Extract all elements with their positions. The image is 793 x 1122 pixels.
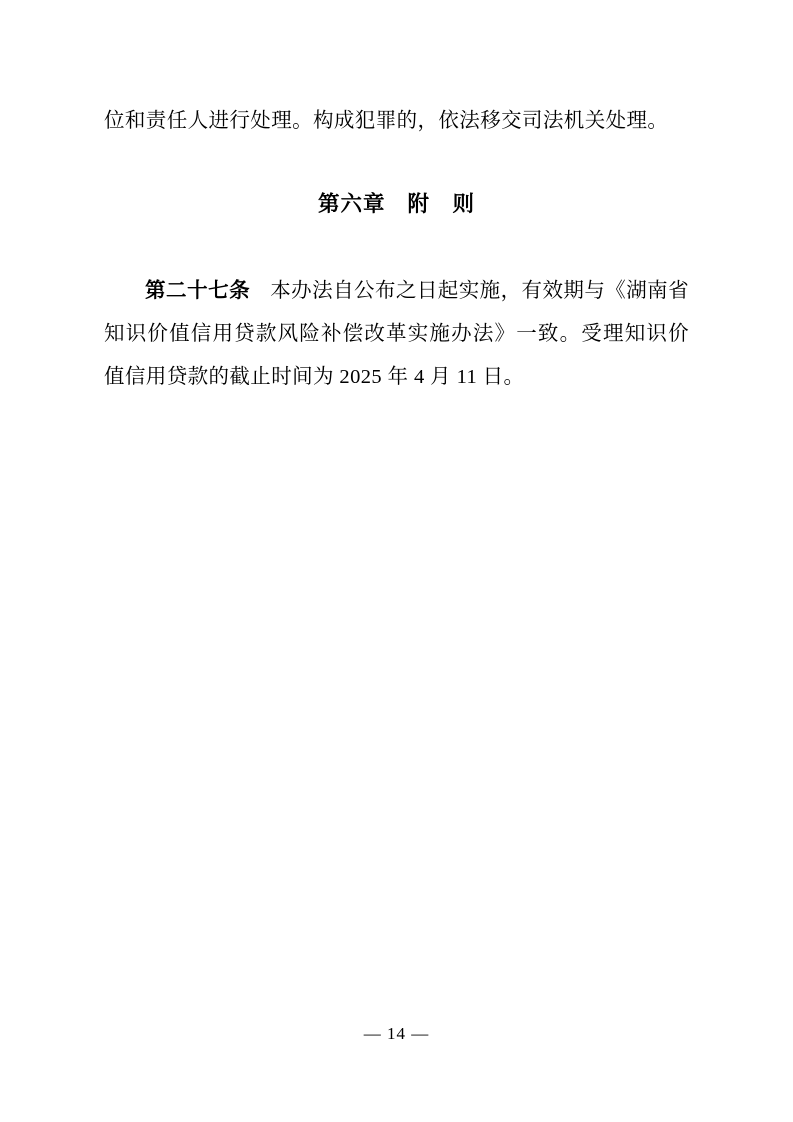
article-label: 第二十七条 <box>145 280 251 302</box>
article-paragraph <box>104 270 689 399</box>
page-footer <box>0 1024 793 1044</box>
chapter-number: 第六章 <box>317 192 386 216</box>
chapter-heading <box>104 183 689 226</box>
chapter-title-text: 附 则 <box>407 192 476 216</box>
article-text: 本办法自公布之日起实施，有效期与《湖南省知识价值信用贷款风险补偿改革实施办法》一致。受理知识价值信用贷款的截止时间为 2025 年 4 月 11 日。 <box>104 280 690 388</box>
page-number: — 14 — <box>363 1024 430 1043</box>
paragraph-continued: 位和责任人进行处理。构成犯罪的，依法移交司法机关处理。 <box>104 110 669 132</box>
